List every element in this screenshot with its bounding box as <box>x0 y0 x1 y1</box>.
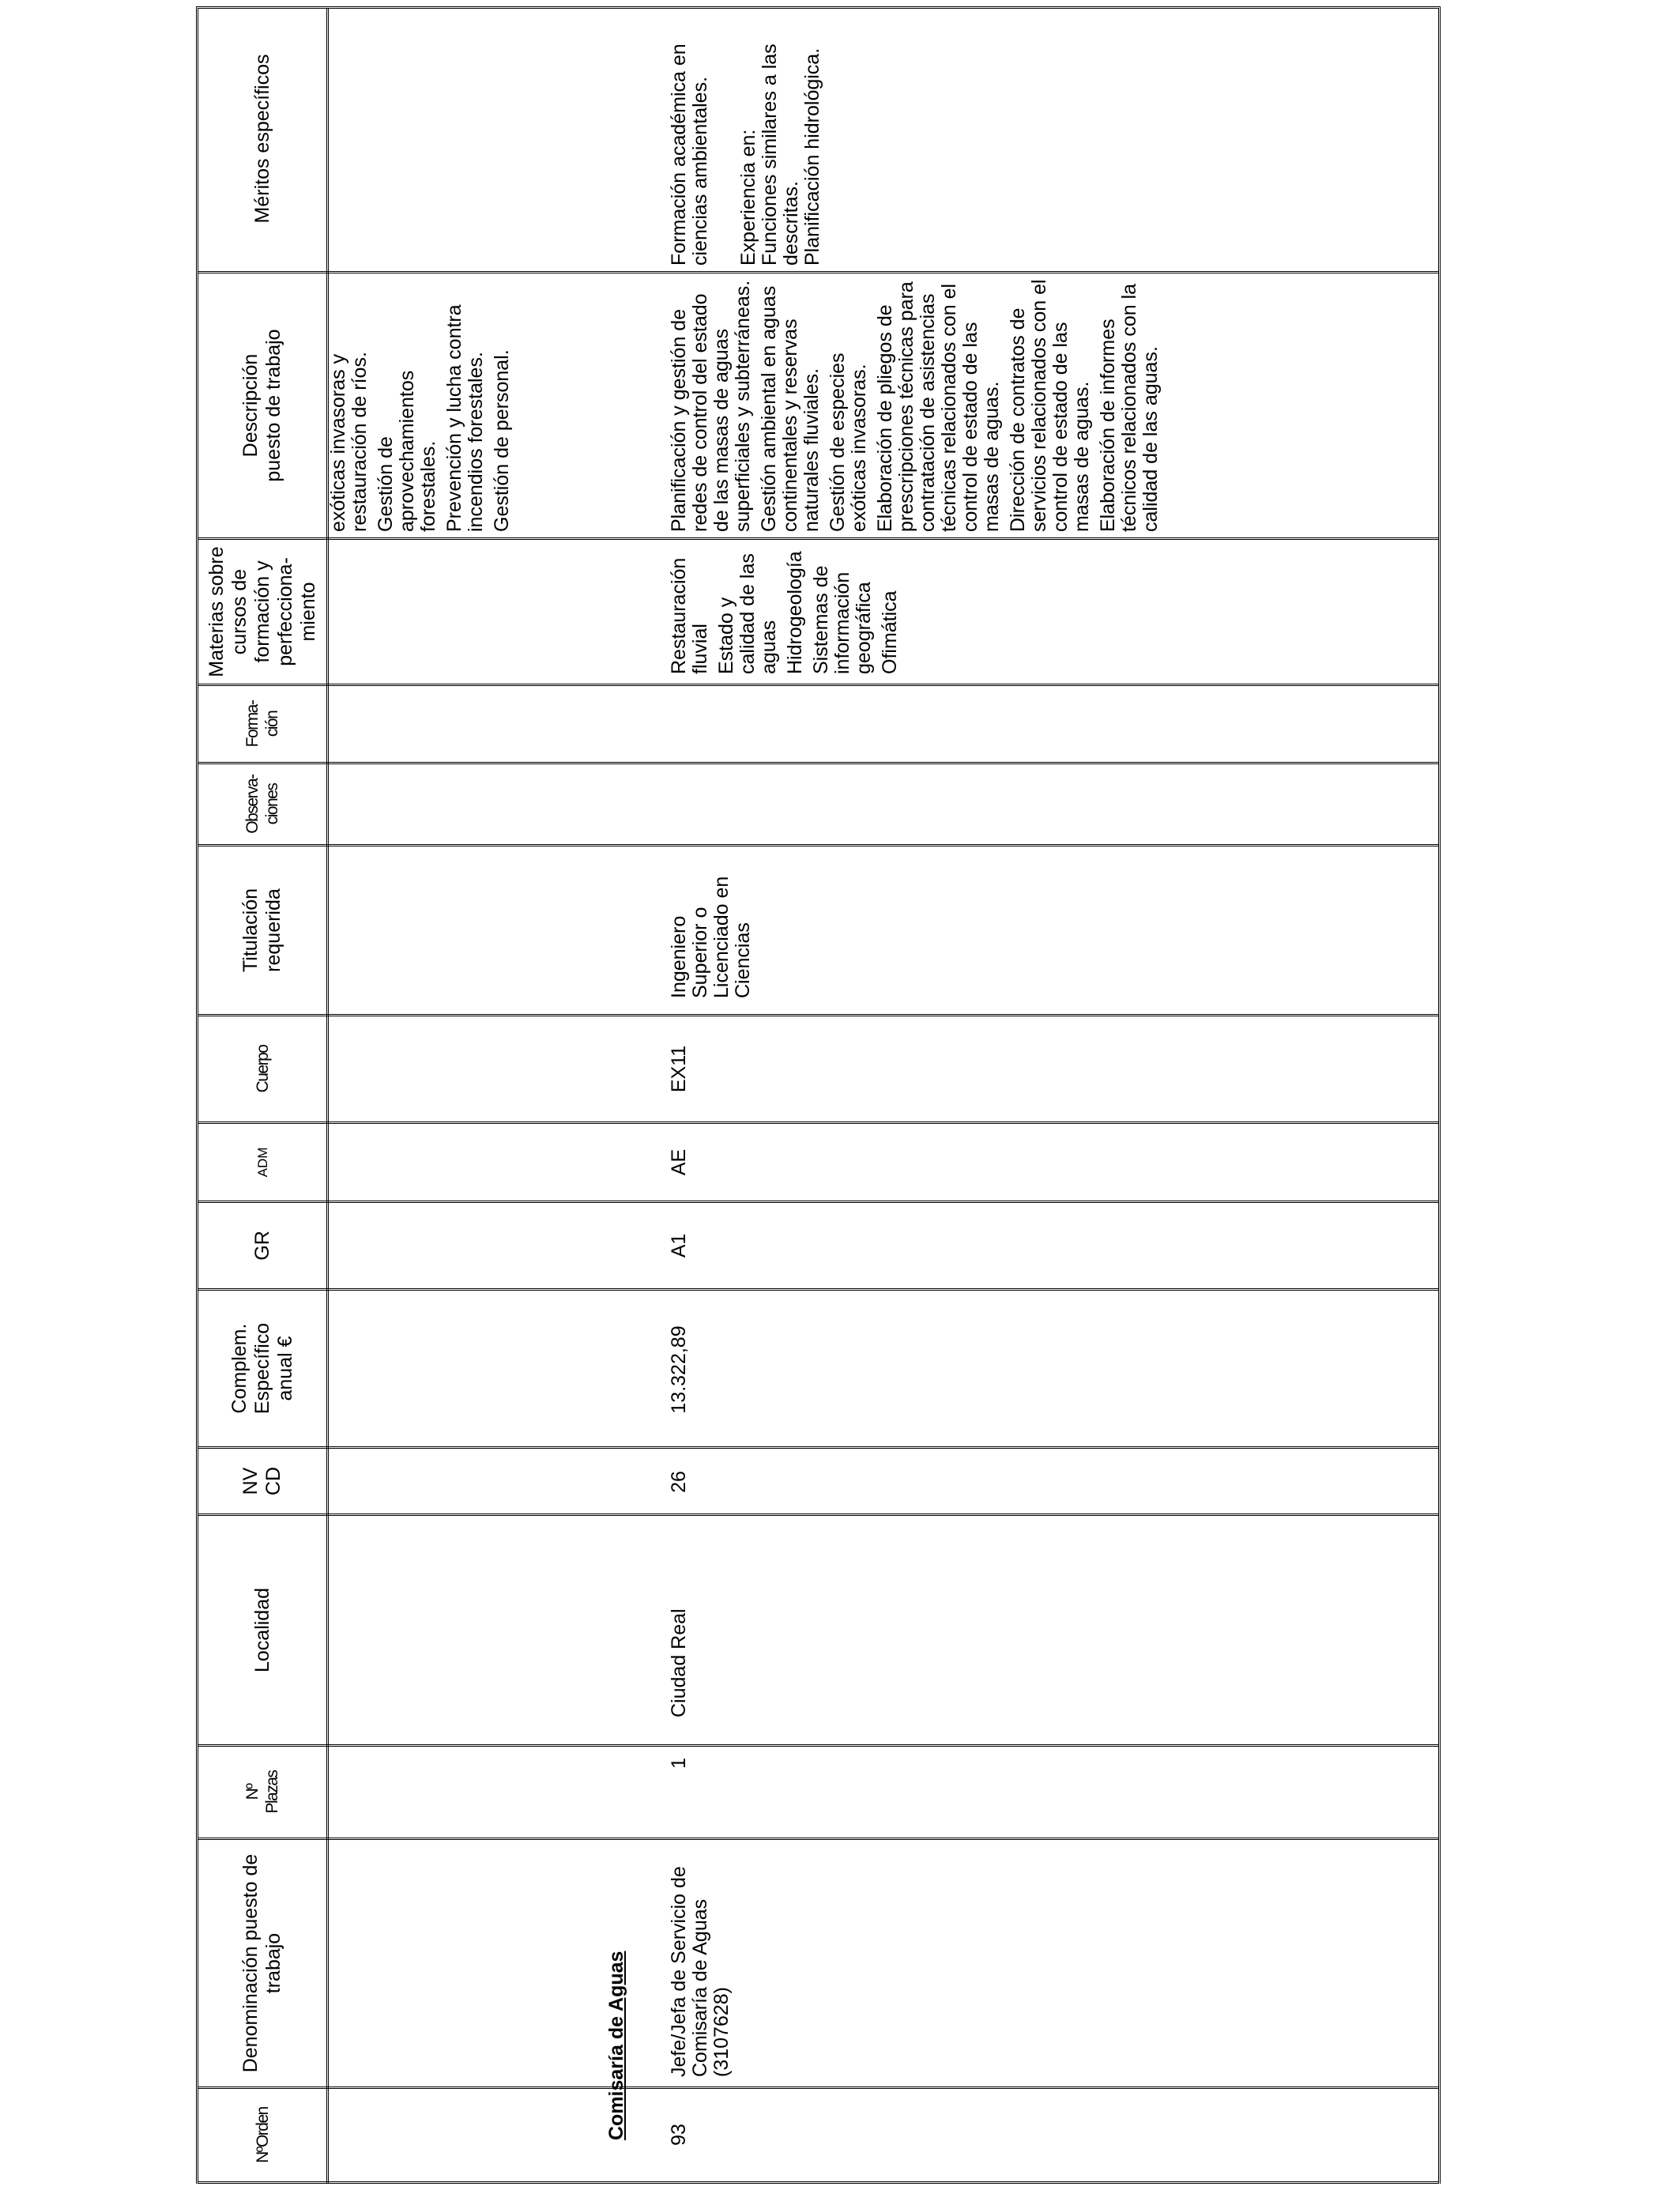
materia-item: Estado y calidad de las aguas <box>715 553 780 674</box>
description-item: Elaboración de informes técnicos relacionados con la calidad de las aguas. <box>1097 283 1162 532</box>
row-descripcion <box>669 279 1162 532</box>
column-divider <box>198 844 1438 846</box>
column-divider <box>198 537 1438 540</box>
row-localidad: Ciudad Real <box>668 1608 690 1717</box>
row-denominacion: Jefe/Jefa de Servicio de Comisaría de Aguas (3107628) <box>668 1866 733 2077</box>
column-divider <box>198 1838 1438 1840</box>
header-formacion: Forma-ción <box>243 700 281 748</box>
job-table <box>196 6 1441 2184</box>
header-localidad: Localidad <box>250 1587 273 1673</box>
materia-item: Restauración fluvial <box>668 557 711 674</box>
column-divider <box>198 1201 1438 1203</box>
header-titulacion: Titulación requerida <box>239 888 284 973</box>
header-plazas: Nº Plazas <box>243 1770 281 1814</box>
materia-item: Sistemas de información geográfica <box>810 565 875 674</box>
header-denominacion: Denominación puesto de trabajo <box>239 1853 284 2073</box>
description-item: Gestión de aprovechamientos forestales. <box>375 370 439 532</box>
column-divider <box>198 1446 1438 1449</box>
column-divider <box>198 271 1438 273</box>
column-divider <box>198 2181 1438 2184</box>
column-divider <box>198 1744 1438 1747</box>
merito-formacion: Formación académica en ciencias ambientales. <box>668 43 711 266</box>
materia-item: Hidrogeología <box>784 551 806 674</box>
row-complemento: 13.322,89 <box>668 1325 690 1414</box>
row-nivel: 26 <box>668 1471 690 1493</box>
column-divider <box>198 684 1438 686</box>
description-item: Prevención y lucha contra incendios forestales. <box>443 304 487 532</box>
row-plazas: 1 <box>668 1758 690 1769</box>
header-descripcion: Descripción puesto de trabajo <box>239 329 284 482</box>
description-item: Gestión de especies exóticas invasoras. <box>827 352 870 532</box>
header-complemento: Complem. Específico anual € <box>228 1322 296 1415</box>
merito-experiencia-label: Experiencia en: <box>737 129 759 266</box>
header-grupo: GR <box>250 1231 273 1261</box>
row-materias <box>669 544 901 674</box>
column-divider <box>198 1122 1438 1124</box>
column-divider <box>198 1288 1438 1291</box>
header-meritos: Méritos específicos <box>250 54 273 224</box>
column-divider <box>198 762 1438 764</box>
header-adm: ADM <box>254 1147 270 1178</box>
merito-item: Planificación hidrológica. <box>801 47 823 266</box>
header-observaciones: Observa-ciones <box>243 775 281 834</box>
row-meritos <box>669 13 823 266</box>
carryover-description <box>328 279 513 532</box>
section-title: Comisaría de Aguas <box>605 1951 627 2140</box>
header-cuerpo: Cuerpo <box>253 1045 272 1093</box>
merito-item: Funciones similares a las descritas. <box>759 43 802 266</box>
column-divider <box>198 1514 1438 1516</box>
row-orden: 93 <box>668 2124 690 2146</box>
header-materias: Materias sobre cursos de formación y perfecciona-miento <box>205 546 319 677</box>
column-divider <box>198 1014 1438 1016</box>
row-cuerpo: EX11 <box>668 1045 690 1093</box>
description-item: Gestión de personal. <box>491 349 513 532</box>
description-item: Planificación y gestión de redes de control del estado de las masas de aguas superficiales y subterráneas. <box>668 280 754 532</box>
description-item: Elaboración de pliegos de prescripciones técnicas para contratación de asistencias técnicas relacionados con el control de estado de las masas de aguas. <box>874 281 1003 532</box>
description-item: Dirección de contratos de servicios relacionados con el control de estado de las masas de aguas. <box>1007 279 1093 532</box>
column-divider <box>198 2087 1438 2089</box>
materia-item: Ofimática <box>879 590 901 674</box>
header-nivel: NV CD <box>239 1466 284 1496</box>
row-adm: AE <box>668 1148 690 1176</box>
row-grupo: A1 <box>668 1233 690 1258</box>
description-item: exóticas invasoras y restauración de ríos. <box>327 352 371 532</box>
row-titulacion: Ingeniero Superior o Licenciado en Ciencias <box>668 876 754 998</box>
header-orden: NºOrden <box>253 2107 272 2163</box>
description-item: Gestión ambiental en aguas continentales y reservas naturales fluviales. <box>758 285 823 532</box>
